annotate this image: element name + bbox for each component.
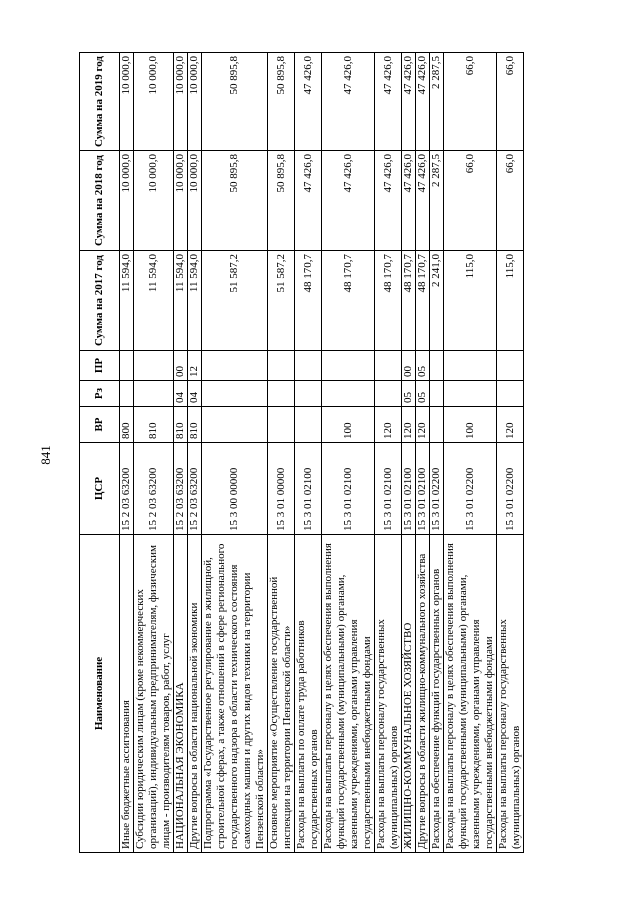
table-row <box>120 53 134 853</box>
cell-name: Расходы на выплаты персоналу в целях обеспечения выполнения функций государственными (муниципальными) органами, казенными учреждениями, органами управления государственными внебюджетными фондами <box>444 535 497 853</box>
cell-vr: 800 <box>120 407 134 443</box>
cell-name: Субсидии юридическим лицам (кроме некоммерческих организаций), индивидуальным предпринимателям, физическим лицам - производителям товаров, работ, услуг <box>134 535 174 853</box>
cell-2019: 10 000,0 <box>134 53 174 151</box>
cell-vr: 100 <box>322 407 375 443</box>
cell-2017: 51 587,2 <box>268 251 295 351</box>
header-rz: Рз <box>80 381 120 407</box>
cell-2019: 10 000,0 <box>174 53 188 151</box>
cell-name: Подпрограмма «Государственное регулирование в жилищной, строительной сферах, а также отношений в сфере регионального государственного надзора в области технического состояния самоходных машин и других видов техники на территории Пензенской области» <box>202 535 268 853</box>
cell-vr: 120 <box>402 407 416 443</box>
cell-name: Расходы на обеспечение функций государственных органов <box>430 535 444 853</box>
cell-2017: 11 594,0 <box>134 251 174 351</box>
cell-2017: 115,0 <box>444 251 497 351</box>
cell-csr: 15 3 01 02200 <box>444 443 497 535</box>
cell-2018: 47 426,0 <box>402 151 416 251</box>
cell-vr: 810 <box>188 407 202 443</box>
table-row <box>295 53 322 853</box>
cell-2017: 51 587,2 <box>202 251 268 351</box>
cell-name: НАЦИОНАЛЬНАЯ ЭКОНОМИКА <box>174 535 188 853</box>
table-header-row <box>80 53 120 853</box>
table-row <box>416 53 430 853</box>
cell-name: Расходы на выплаты персоналу государственных (муниципальных) органов <box>497 535 524 853</box>
header-pr: ПР <box>80 351 120 381</box>
cell-pr <box>268 351 295 381</box>
cell-vr <box>430 407 444 443</box>
cell-2017: 11 594,0 <box>174 251 188 351</box>
cell-2018: 66,0 <box>497 151 524 251</box>
cell-2017: 48 170,7 <box>322 251 375 351</box>
cell-csr: 15 2 03 63200 <box>174 443 188 535</box>
cell-vr: 100 <box>444 407 497 443</box>
cell-2019: 47 426,0 <box>416 53 430 151</box>
cell-2019: 50 895,8 <box>202 53 268 151</box>
budget-table <box>79 52 524 853</box>
cell-rz <box>120 381 134 407</box>
cell-2019: 66,0 <box>497 53 524 151</box>
cell-vr: 120 <box>375 407 402 443</box>
table-row <box>202 53 268 853</box>
cell-pr <box>430 351 444 381</box>
cell-pr: 00 <box>174 351 188 381</box>
cell-rz: 04 <box>174 381 188 407</box>
cell-2017: 48 170,7 <box>375 251 402 351</box>
cell-vr: 810 <box>134 407 174 443</box>
cell-2017: 48 170,7 <box>402 251 416 351</box>
cell-name: Другие вопросы в области национальной экономики <box>188 535 202 853</box>
cell-2017: 48 170,7 <box>416 251 430 351</box>
cell-2018: 10 000,0 <box>174 151 188 251</box>
cell-csr: 15 3 01 00000 <box>268 443 295 535</box>
cell-csr: 15 2 03 63200 <box>134 443 174 535</box>
table-row <box>268 53 295 853</box>
cell-pr <box>497 351 524 381</box>
page-number: 841 <box>38 445 53 465</box>
cell-vr: 120 <box>497 407 524 443</box>
header-2018: Сумма на 2018 год <box>80 151 120 251</box>
cell-csr: 15 3 01 02200 <box>430 443 444 535</box>
cell-rz <box>497 381 524 407</box>
cell-2018: 10 000,0 <box>134 151 174 251</box>
cell-csr: 15 3 01 02100 <box>416 443 430 535</box>
budget-table-sheet <box>79 53 569 853</box>
cell-2017: 115,0 <box>497 251 524 351</box>
cell-2019: 50 895,8 <box>268 53 295 151</box>
cell-2018: 66,0 <box>444 151 497 251</box>
cell-2018: 47 426,0 <box>416 151 430 251</box>
cell-csr: 15 3 01 02100 <box>295 443 322 535</box>
cell-2018: 47 426,0 <box>375 151 402 251</box>
header-csr: ЦСР <box>80 443 120 535</box>
cell-rz: 05 <box>416 381 430 407</box>
header-name: Наименование <box>80 535 120 853</box>
cell-name: Другие вопросы в области жилищно-коммунального хозяйства <box>416 535 430 853</box>
cell-csr: 15 2 03 63200 <box>120 443 134 535</box>
cell-csr: 15 2 03 63200 <box>188 443 202 535</box>
cell-rz <box>295 381 322 407</box>
cell-rz <box>444 381 497 407</box>
cell-pr <box>444 351 497 381</box>
cell-csr: 15 3 01 02200 <box>497 443 524 535</box>
table-row <box>444 53 497 853</box>
cell-2017: 11 594,0 <box>188 251 202 351</box>
cell-2019: 47 426,0 <box>375 53 402 151</box>
table-row <box>174 53 188 853</box>
cell-rz <box>134 381 174 407</box>
cell-2017: 48 170,7 <box>295 251 322 351</box>
cell-csr: 15 3 01 02100 <box>322 443 375 535</box>
cell-pr: 05 <box>416 351 430 381</box>
cell-2018: 2 287,5 <box>430 151 444 251</box>
cell-2019: 47 426,0 <box>322 53 375 151</box>
cell-2019: 47 426,0 <box>295 53 322 151</box>
table-row <box>430 53 444 853</box>
cell-pr <box>202 351 268 381</box>
cell-2018: 10 000,0 <box>120 151 134 251</box>
cell-rz <box>430 381 444 407</box>
cell-2018: 47 426,0 <box>295 151 322 251</box>
table-row <box>134 53 174 853</box>
cell-2019: 66,0 <box>444 53 497 151</box>
cell-rz <box>202 381 268 407</box>
cell-2018: 50 895,8 <box>268 151 295 251</box>
table-row <box>375 53 402 853</box>
cell-name: Расходы на выплаты персоналу в целях обеспечения выполнения функций государственными (муниципальными) органами, казенными учреждениями, органами управления государственными внебюджетными фондами <box>322 535 375 853</box>
table-row <box>402 53 416 853</box>
cell-rz <box>375 381 402 407</box>
cell-name: ЖИЛИЩНО-КОММУНАЛЬНОЕ ХОЗЯЙСТВО <box>402 535 416 853</box>
cell-name: Иные бюджетные ассигнования <box>120 535 134 853</box>
cell-2019: 10 000,0 <box>120 53 134 151</box>
cell-vr: 810 <box>174 407 188 443</box>
cell-name: Расходы на выплаты по оплате труда работников государственных органов <box>295 535 322 853</box>
cell-pr: 00 <box>402 351 416 381</box>
cell-name: Расходы на выплаты персоналу государственных (муниципальных) органов <box>375 535 402 853</box>
cell-vr <box>202 407 268 443</box>
cell-vr <box>268 407 295 443</box>
header-vr: ВР <box>80 407 120 443</box>
cell-2017: 11 594,0 <box>120 251 134 351</box>
cell-2018: 50 895,8 <box>202 151 268 251</box>
table-row <box>322 53 375 853</box>
cell-rz <box>322 381 375 407</box>
cell-vr <box>295 407 322 443</box>
cell-name: Основное мероприятие «Осуществление государственной инспекции на территории Пензенской области» <box>268 535 295 853</box>
cell-csr: 15 3 01 02100 <box>402 443 416 535</box>
cell-pr <box>134 351 174 381</box>
cell-rz: 05 <box>402 381 416 407</box>
cell-vr: 120 <box>416 407 430 443</box>
cell-pr: 12 <box>188 351 202 381</box>
cell-2017: 2 241,0 <box>430 251 444 351</box>
cell-rz <box>268 381 295 407</box>
cell-csr: 15 3 00 00000 <box>202 443 268 535</box>
cell-2019: 10 000,0 <box>188 53 202 151</box>
table-row <box>497 53 524 853</box>
cell-2019: 2 287,5 <box>430 53 444 151</box>
cell-pr <box>322 351 375 381</box>
cell-pr <box>120 351 134 381</box>
header-2017: Сумма на 2017 год <box>80 251 120 351</box>
cell-2019: 47 426,0 <box>402 53 416 151</box>
table-row <box>188 53 202 853</box>
cell-pr <box>375 351 402 381</box>
cell-2018: 10 000,0 <box>188 151 202 251</box>
cell-pr <box>295 351 322 381</box>
cell-2018: 47 426,0 <box>322 151 375 251</box>
cell-rz: 04 <box>188 381 202 407</box>
cell-csr: 15 3 01 02100 <box>375 443 402 535</box>
header-2019: Сумма на 2019 год <box>80 53 120 151</box>
